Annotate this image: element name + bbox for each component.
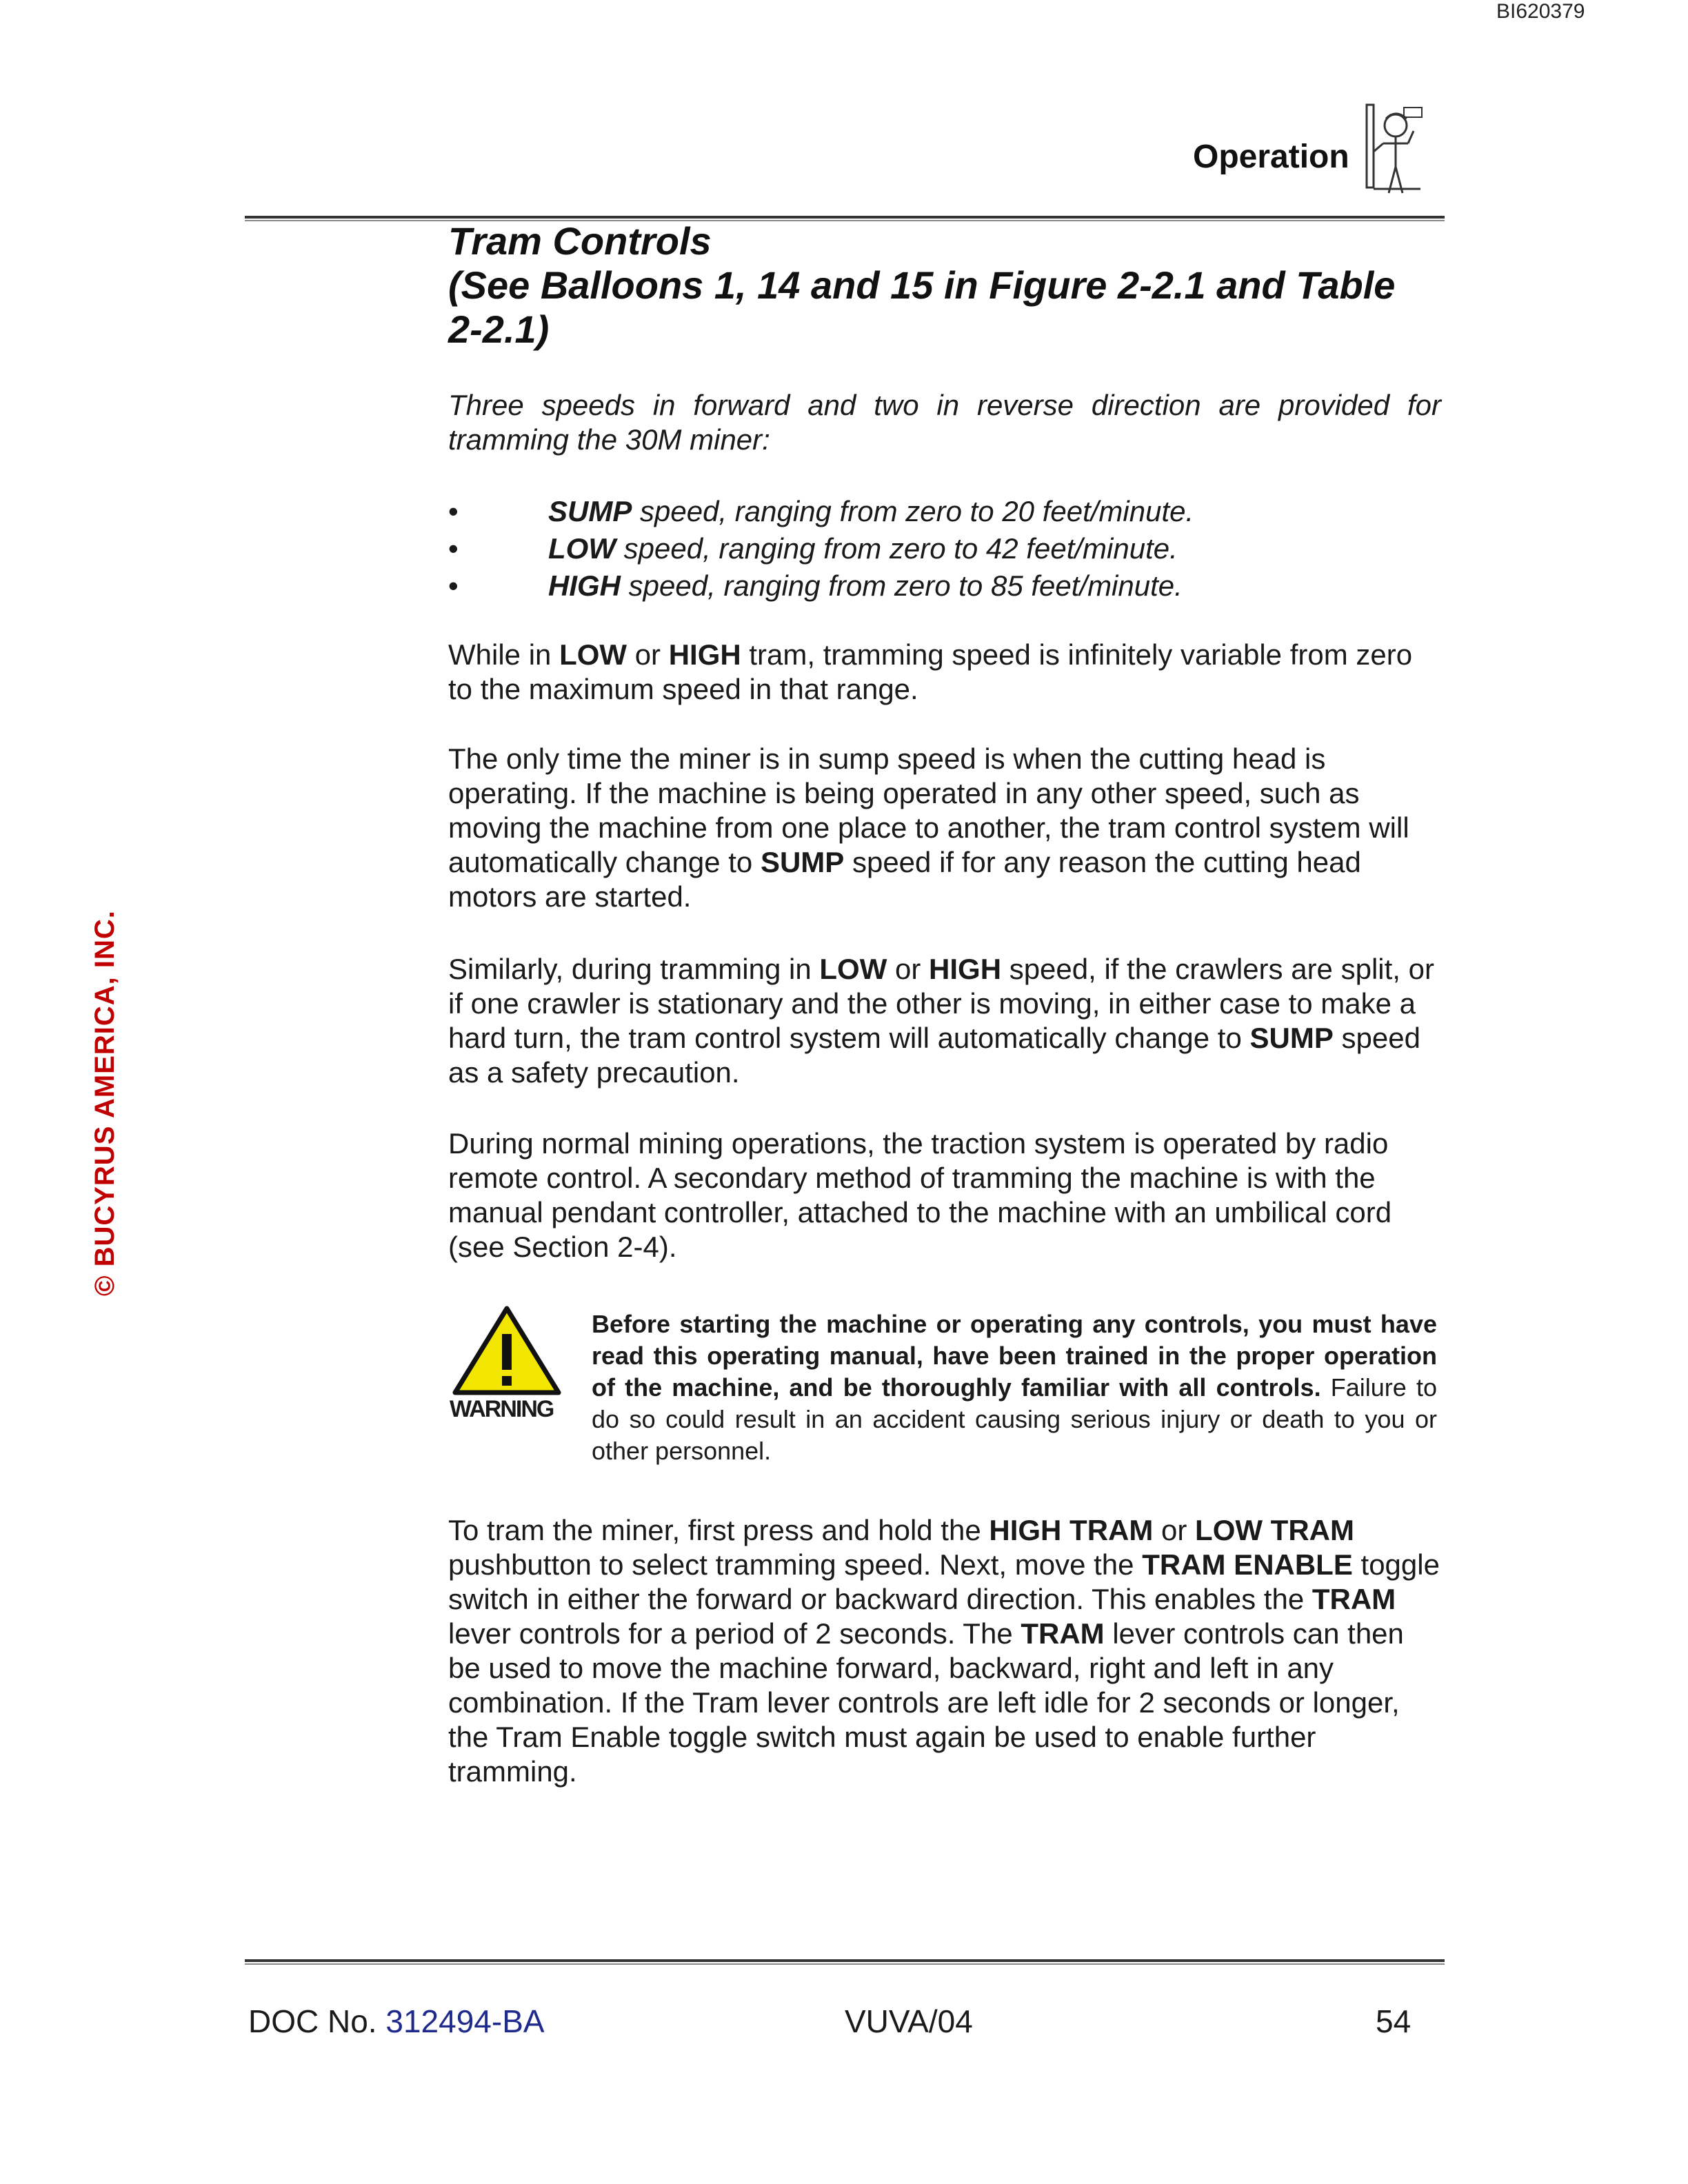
text-run: speed as a safety precaution. — [448, 1022, 1420, 1089]
paragraph-sump-speed — [448, 742, 1441, 914]
speed-list — [448, 493, 1441, 605]
doc-number-label: DOC No. — [248, 2003, 386, 2039]
heading-line: Tram Controls — [448, 219, 712, 263]
bullet-icon: • — [448, 495, 459, 527]
speed-name: SUMP — [548, 495, 632, 527]
operator-figure-icon — [1365, 103, 1423, 200]
text-run: tram, tramming speed is infinitely variable from zero to the maximum speed in that range. — [448, 638, 1413, 705]
page-heading — [448, 219, 1441, 352]
doc-number — [248, 2003, 545, 2040]
speed-text: speed, ranging from zero to 42 feet/minute. — [615, 532, 1178, 565]
revision-code: VUVA/04 — [845, 2003, 973, 2039]
text-run: pushbutton to select tramming speed. Next, move the — [448, 1548, 1143, 1581]
bullet-icon: • — [448, 569, 459, 602]
speed-text: speed, ranging from zero to 85 feet/minute. — [621, 569, 1183, 602]
bold-term: LOW — [819, 953, 887, 985]
bold-term: TRAM ENABLE — [1142, 1548, 1353, 1581]
list-item — [448, 493, 1441, 530]
text-run: speed, if the crawlers are split, or if one crawler is stationary and the other is moving, in either case to make a hard turn, the tram control system will automatically change to — [448, 953, 1434, 1054]
bold-term: SUMP — [1249, 1022, 1334, 1054]
heading-line: (See Balloons 1, 14 and 15 in Figure 2-2.1 and Table — [448, 263, 1396, 307]
bold-term: LOW TRAM — [1195, 1514, 1354, 1546]
list-item — [448, 530, 1441, 567]
warning-bold-text: Before starting the machine or operating any controls, you must have read this operating manual, have been trained in the proper operation of the machine, and be thoroughly familiar with all controls. — [592, 1310, 1437, 1402]
text-run: speed if for any reason the cutting head motors are started. — [448, 846, 1361, 913]
text-run: or — [1153, 1514, 1196, 1546]
bullet-icon: • — [448, 532, 459, 565]
bold-term: HIGH TRAM — [989, 1514, 1154, 1546]
heading-line: 2-2.1) — [448, 307, 550, 351]
text-run: or — [627, 638, 669, 671]
speed-text: speed, ranging from zero to 20 feet/minute. — [632, 495, 1194, 527]
warning-label: WARNING — [450, 1396, 554, 1422]
text-run: lever controls for a period of 2 seconds. The — [448, 1617, 1021, 1650]
document-code: BI620379 — [1496, 0, 1585, 23]
page-number: 54 — [1376, 2003, 1411, 2039]
paragraph-remote-control: During normal mining operations, the traction system is operated by radio remote control. A secondary method of tramming the machine is with the manual pendant controller, attached to the machine with an umbilical cord (see Section 2-4). — [448, 1127, 1392, 1263]
bold-term: HIGH — [929, 953, 1002, 985]
speed-name: LOW — [548, 532, 616, 565]
paragraph-variable-speed — [448, 638, 1441, 707]
text-run: toggle switch in either the forward or backward direction. This enables the — [448, 1548, 1440, 1615]
bold-term: TRAM — [1312, 1583, 1396, 1615]
text-run: Similarly, during tramming in — [448, 953, 820, 985]
list-item — [448, 567, 1441, 605]
bold-term: LOW — [559, 638, 627, 671]
bold-term: SUMP — [760, 846, 845, 878]
doc-number-value: 312494-BA — [385, 2003, 545, 2039]
text-run: or — [887, 953, 930, 985]
text-run: While in — [448, 638, 560, 671]
warning-normal-text: Failure to do so could result in an accident causing serious injury or death to you or other personnel. — [592, 1373, 1437, 1465]
footer-rule — [245, 1959, 1445, 1965]
text-run: To tram the miner, first press and hold the — [448, 1514, 989, 1546]
bold-term: TRAM — [1021, 1617, 1105, 1650]
paragraph-hard-turn — [448, 952, 1441, 1090]
intro-paragraph: Three speeds in forward and two in reverse direction are provided for tramming the 30M miner: — [448, 389, 1441, 456]
text-run: lever controls can then be used to move the machine forward, backward, right and left in any combination. If the Tram lever controls are left idle for 2 seconds or longer, the Tram Enable toggle switch must again be used to enable further tramming. — [448, 1617, 1404, 1788]
copyright-notice: © BUCYRUS AMERICA, INC. — [90, 910, 120, 1296]
warning-text — [592, 1308, 1437, 1467]
speed-name: HIGH — [548, 569, 621, 602]
section-title: Operation — [1193, 139, 1349, 175]
text-run: The only time the miner is in sump speed is when the cutting head is operating. If the machine is being operated in any other speed, such as moving the machine from one place to another, the tram control system will automatically change to — [448, 742, 1409, 878]
bold-term: HIGH — [668, 638, 741, 671]
paragraph-tram-procedure — [448, 1513, 1441, 1789]
